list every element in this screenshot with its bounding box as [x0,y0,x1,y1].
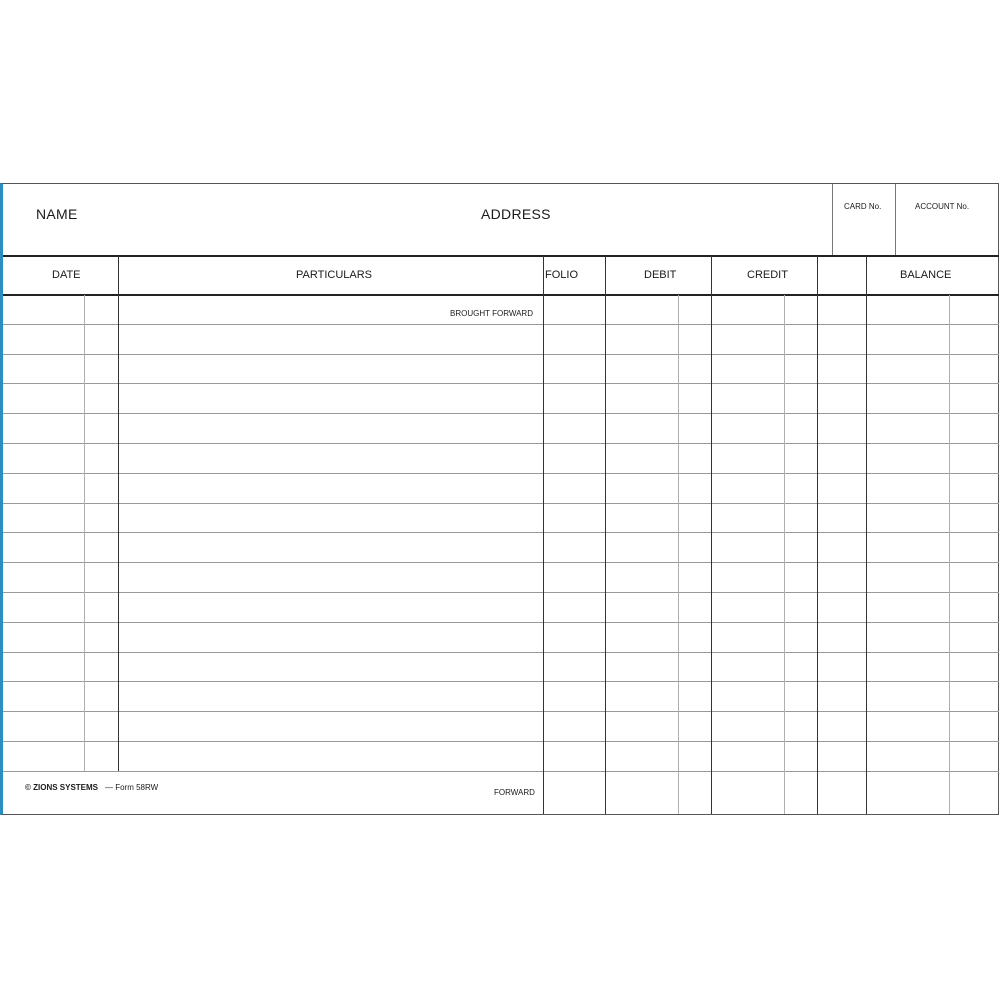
column-particulars: PARTICULARS [296,269,373,281]
account-no-label: ACCOUNT No. [915,202,970,211]
copyright-text: © ZIONS SYSTEMS [25,783,99,792]
row-rule [3,622,999,623]
column-header-separator [3,294,999,296]
row-rule [3,771,543,772]
name-label: NAME [36,206,78,222]
row-rule [3,354,999,355]
credit-cents-divider [784,295,785,814]
row-rule [3,562,999,563]
credit-spacer-divider [817,256,818,814]
ledger-card [0,183,999,815]
debit-cents-divider [678,295,679,814]
brought-forward-label: BROUGHT FORWARD [450,309,533,318]
card-no-divider [832,184,833,255]
account-no-divider [895,184,896,255]
column-credit: CREDIT [747,269,788,281]
column-folio: FOLIO [545,269,579,281]
column-date: DATE [52,269,81,281]
date-particulars-divider [118,256,119,771]
row-rule [543,771,999,772]
column-debit: DEBIT [644,269,677,281]
row-rule [3,711,999,712]
row-rule [3,592,999,593]
row-rule [3,503,999,504]
card-no-label: CARD No. [844,202,882,211]
row-rule [3,652,999,653]
balance-cents-divider [949,295,950,814]
date-day-divider [84,295,85,771]
row-rule [3,741,999,742]
particulars-folio-divider [543,256,544,814]
form-number: — Form 58RW [105,783,159,792]
row-rule [3,532,999,533]
row-rule [3,383,999,384]
spacer-balance-divider [866,256,867,814]
debit-credit-divider [711,256,712,814]
folio-debit-divider [605,256,606,814]
address-label: ADDRESS [481,206,551,222]
header-separator [3,255,999,257]
row-rule [3,681,999,682]
column-balance: BALANCE [900,269,952,281]
row-rule [3,324,999,325]
row-rule [3,413,999,414]
row-rule [3,443,999,444]
forward-label: FORWARD [494,788,535,797]
row-rule [3,473,999,474]
